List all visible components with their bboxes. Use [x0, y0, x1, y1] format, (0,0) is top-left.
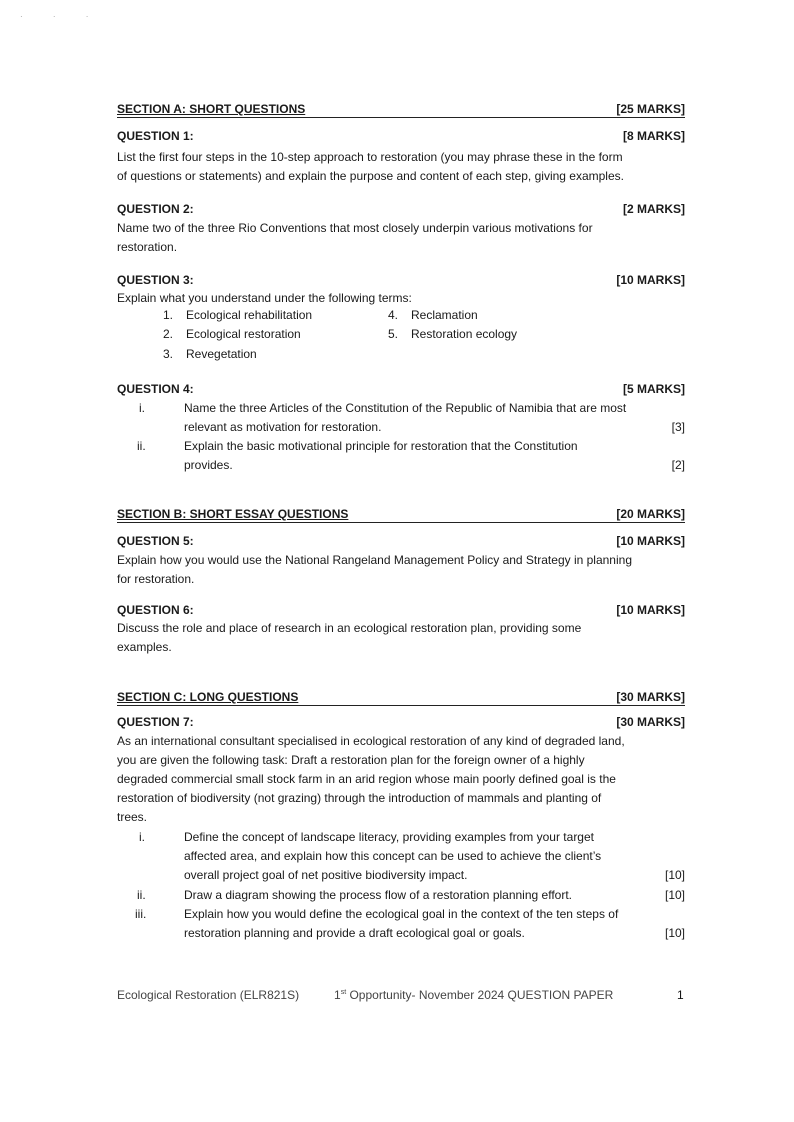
q2-label: QUESTION 2: — [117, 202, 194, 216]
q7-text: trees. — [117, 810, 148, 824]
item-num: ii. — [137, 888, 146, 902]
q5-label: QUESTION 5: — [117, 534, 194, 548]
q6-label: QUESTION 6: — [117, 603, 194, 617]
section-title: SECTION A: SHORT QUESTIONS — [117, 102, 306, 116]
term-num: 5. — [388, 327, 399, 341]
item-marks: [10] — [664, 926, 685, 940]
item-text: affected area, and explain how this concept can be used to achieve the client’s — [184, 849, 602, 863]
q7-text: degraded commercial small stock farm in an arid region whose main poorly defined goal is the — [117, 772, 616, 786]
q2-text: Name two of the three Rio Conventions that most closely underpin various motivations for — [117, 221, 593, 235]
item-marks: [3] — [671, 420, 685, 434]
item-num: i. — [139, 401, 145, 415]
q4-marks: [5 MARKS] — [623, 382, 685, 396]
item-marks: [10] — [664, 888, 685, 902]
item-text: restoration planning and provide a draft ecological goal or goals. — [184, 926, 525, 940]
q3-label: QUESTION 3: — [117, 273, 194, 287]
footer-opportunity-text: Opportunity- November 2024 QUESTION PAPER — [346, 988, 614, 1002]
footer-opportunity-sup: st — [340, 989, 347, 996]
term-num: 3. — [163, 347, 174, 361]
term: Ecological rehabilitation — [186, 308, 313, 322]
q3-marks: [10 MARKS] — [616, 273, 685, 287]
section-marks: [20 MARKS] — [616, 507, 685, 521]
item-text: relevant as motivation for restoration. — [184, 420, 382, 434]
item-text: Name the three Articles of the Constitution of the Republic of Namibia that are most — [184, 401, 627, 415]
q7-label: QUESTION 7: — [117, 715, 194, 729]
term: Revegetation — [186, 347, 257, 361]
item-text: Define the concept of landscape literacy, providing examples from your target — [184, 830, 594, 844]
section-title: SECTION B: SHORT ESSAY QUESTIONS — [117, 507, 349, 521]
section-b-header — [117, 506, 685, 523]
item-marks: [2] — [671, 458, 685, 472]
q1-marks: [8 MARKS] — [623, 129, 685, 143]
q5-text: Explain how you would use the National Rangeland Management Policy and Strategy in planning — [117, 553, 632, 567]
q6-marks: [10 MARKS] — [616, 603, 685, 617]
item-marks: [10] — [664, 868, 685, 882]
q6-text: Discuss the role and place of research in an ecological restoration plan, providing some — [117, 621, 582, 635]
page-number: 1 — [677, 988, 684, 1002]
footer-course: Ecological Restoration (ELR821S) — [117, 988, 300, 1002]
item-text: provides. — [184, 458, 233, 472]
scan-marks: · · · — [20, 12, 103, 21]
term: Ecological restoration — [186, 327, 301, 341]
q7-text: As an international consultant specialised in ecological restoration of any kind of degraded land, — [117, 734, 625, 748]
q7-text: restoration of biodiversity (not grazing) through the introduction of mammals and planting of — [117, 791, 602, 805]
q7-text: you are given the following task: Draft a restoration plan for the foreign owner of a highly — [117, 753, 585, 767]
item-text: Draw a diagram showing the process flow of a restoration planning effort. — [184, 888, 572, 902]
item-text: Explain the basic motivational principle for restoration that the Constitution — [184, 439, 578, 453]
section-marks: [30 MARKS] — [616, 690, 685, 704]
item-num: iii. — [135, 907, 147, 921]
item-num: ii. — [137, 439, 146, 453]
q6-text: examples. — [117, 640, 172, 654]
term-num: 2. — [163, 327, 174, 341]
q3-intro: Explain what you understand under the following terms: — [117, 291, 412, 305]
item-text: Explain how you would define the ecological goal in the context of the ten steps of — [184, 907, 619, 921]
section-marks: [25 MARKS] — [616, 102, 685, 116]
term-num: 1. — [163, 308, 174, 322]
q7-marks: [30 MARKS] — [616, 715, 685, 729]
footer-opportunity — [334, 988, 613, 1002]
q4-label: QUESTION 4: — [117, 382, 194, 396]
section-a-header — [117, 101, 685, 118]
term-num: 4. — [388, 308, 399, 322]
q2-marks: [2 MARKS] — [623, 202, 685, 216]
q1-text: List the first four steps in the 10-step approach to restoration (you may phrase these in the form — [117, 150, 623, 164]
q5-text: for restoration. — [117, 572, 195, 586]
footer-opportunity-num: 1 — [334, 988, 341, 1002]
q2-text: restoration. — [117, 240, 178, 254]
term: Restoration ecology — [411, 327, 518, 341]
item-text: overall project goal of net positive biodiversity impact. — [184, 868, 468, 882]
item-num: i. — [139, 830, 145, 844]
q5-marks: [10 MARKS] — [616, 534, 685, 548]
section-c-header — [117, 689, 685, 706]
section-title: SECTION C: LONG QUESTIONS — [117, 690, 299, 704]
term: Reclamation — [411, 308, 478, 322]
q1-text: of questions or statements) and explain the purpose and content of each step, giving examples. — [117, 169, 624, 183]
q1-label: QUESTION 1: — [117, 129, 194, 143]
